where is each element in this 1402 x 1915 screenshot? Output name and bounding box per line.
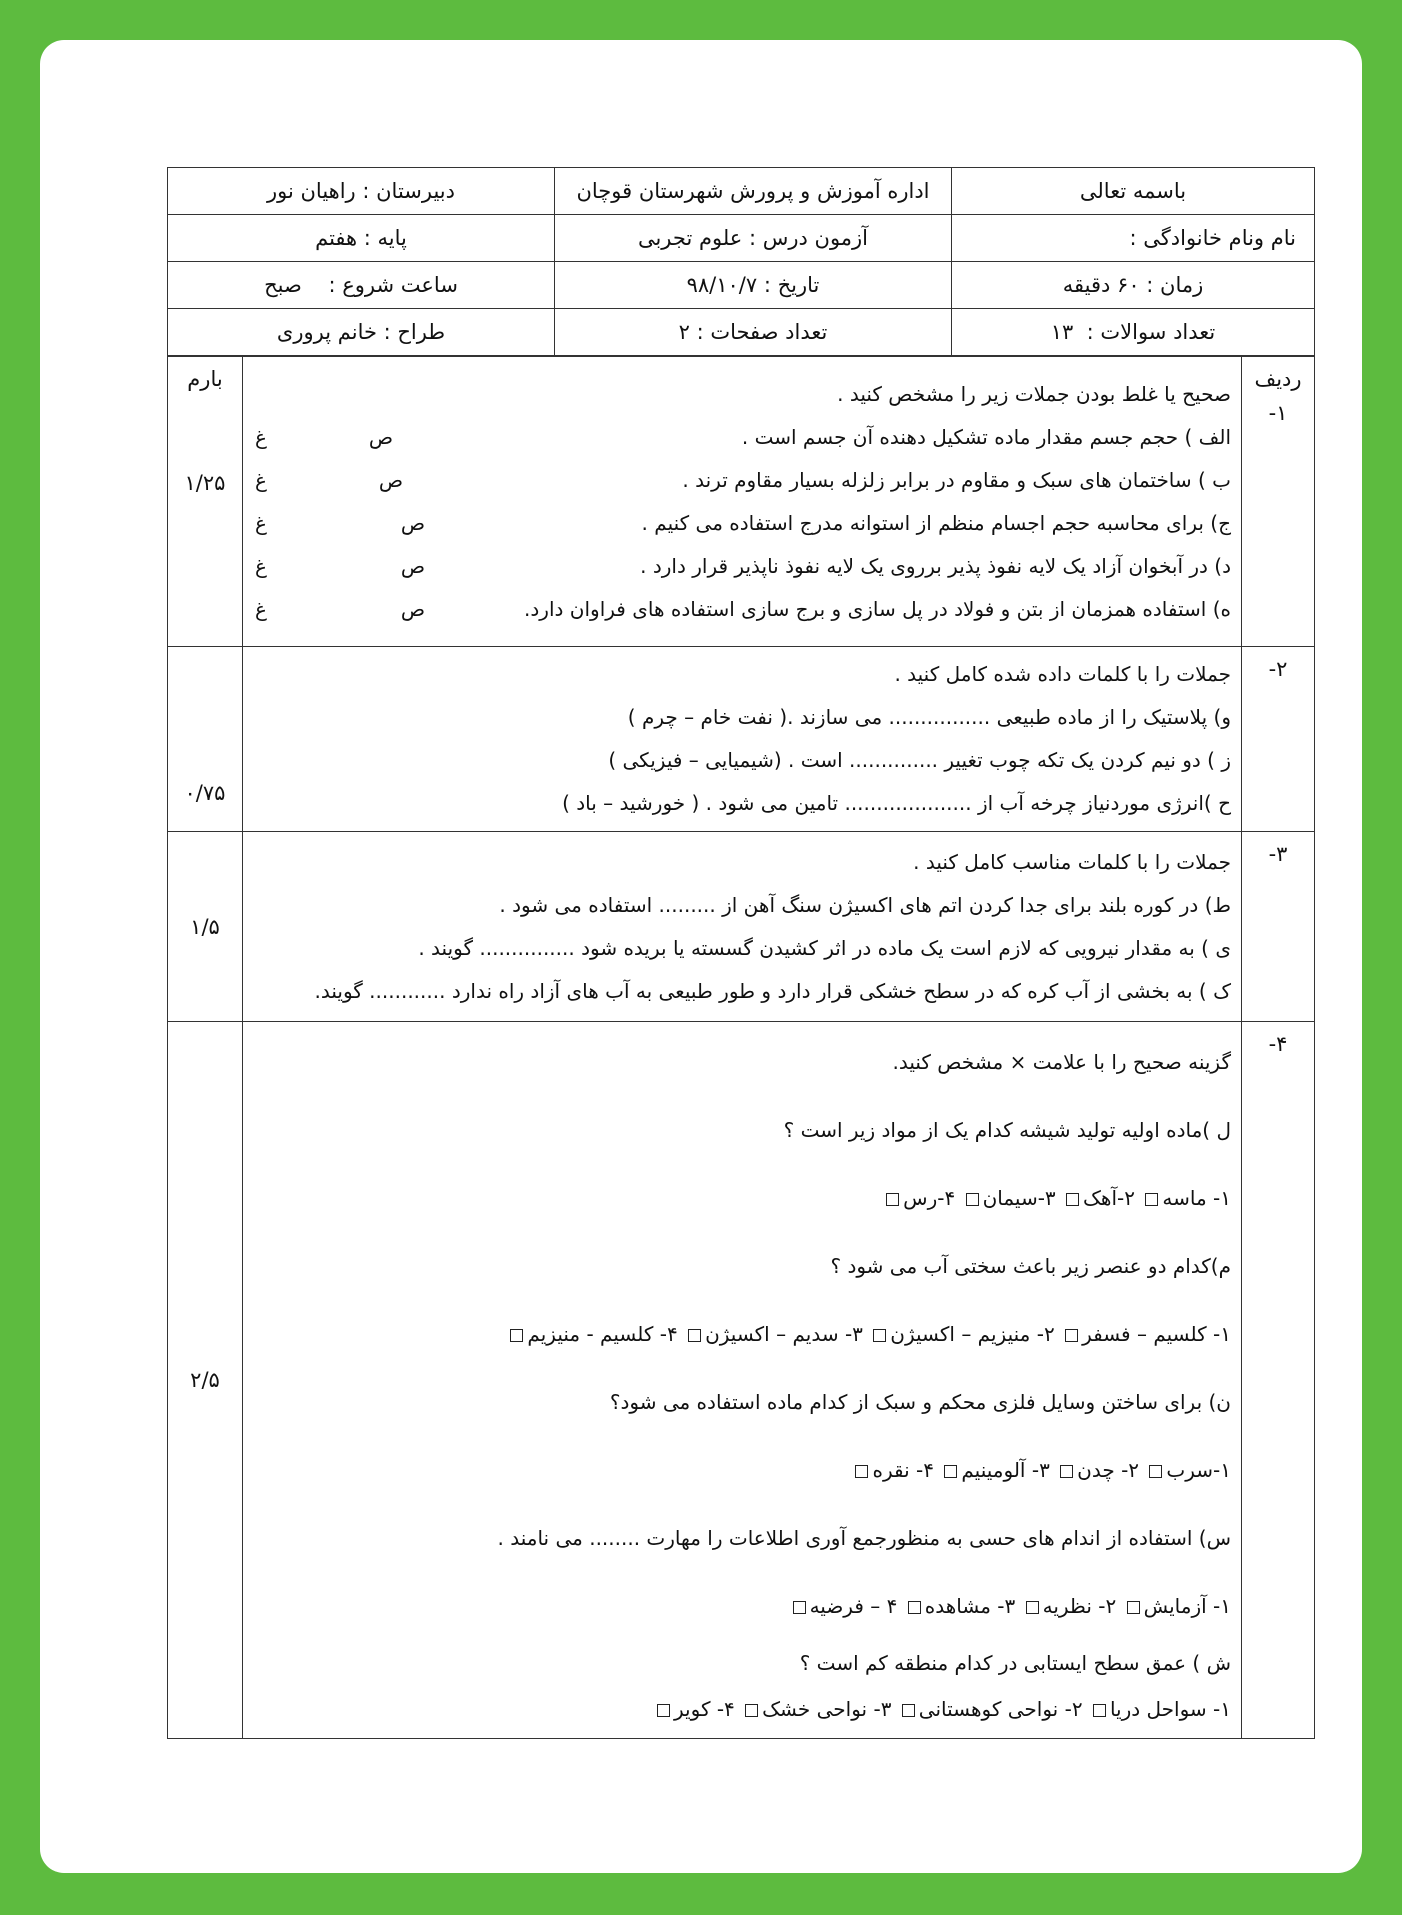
checkbox-icon[interactable] xyxy=(873,1329,886,1342)
q2-number: ۲- xyxy=(1268,657,1288,681)
q3-number-cell xyxy=(1242,832,1315,1022)
q4-options xyxy=(253,1436,1231,1504)
option-label: ۳- سدیم – اکسیژن xyxy=(705,1322,863,1346)
q1-item-text: ب ) ساختمان های سبک و مقاوم در برابر زلزله بسیار مقاوم ترند . xyxy=(682,467,1231,492)
q4-question: ن) برای ساختن وسایل فلزی محکم و سبک از کدام ماده استفاده می شود؟ xyxy=(609,1390,1231,1414)
header-subject: آزمون درس : علوم تجربی xyxy=(555,215,952,262)
q2-score: ۰/۷۵ xyxy=(168,647,243,832)
header-table xyxy=(167,167,1315,356)
checkbox-icon[interactable] xyxy=(1026,1601,1039,1614)
checkbox-icon[interactable] xyxy=(1065,1329,1078,1342)
q4-question: س) استفاده از اندام های حسی به منظورجمع آوری اطلاعات را مهارت ........ می نامند . xyxy=(497,1526,1231,1550)
false-option[interactable]: غ xyxy=(255,596,267,621)
header-start-time: ساعت شروع : صبح xyxy=(168,262,555,309)
true-option[interactable]: ص xyxy=(400,510,425,535)
page-card xyxy=(40,40,1362,1873)
checkbox-icon[interactable] xyxy=(510,1329,523,1342)
option-label: ۴-رس xyxy=(903,1186,956,1210)
q3-item[interactable]: ک ) به بخشی از آب کره که در سطح خشکی قرار دارد و طور طبیعی به آب های آزاد راه ندارد ............ گویند. xyxy=(314,978,1231,1003)
q1-number-cell xyxy=(1242,357,1315,647)
q4-options xyxy=(253,1164,1231,1232)
checkbox-icon[interactable] xyxy=(1145,1193,1158,1206)
q4-question: ل )ماده اولیه تولید شیشه کدام یک از مواد زیر است ؟ xyxy=(783,1118,1231,1142)
option-label: ۴- کلسیم - منیزیم xyxy=(527,1322,678,1346)
header-bismillah: باسمه تعالی xyxy=(952,168,1315,215)
checkbox-icon[interactable] xyxy=(855,1465,868,1478)
header-school: دبیرستان : راهیان نور xyxy=(168,168,555,215)
true-option[interactable]: ص xyxy=(400,553,425,578)
q4-number: ۴- xyxy=(1268,1032,1288,1056)
checkbox-icon[interactable] xyxy=(902,1704,915,1717)
header-page-count: تعداد صفحات : ۲ xyxy=(555,309,952,356)
option-label: ۲-آهک xyxy=(1083,1186,1136,1210)
q1-item-text: الف ) حجم جسم مقدار ماده تشکیل دهنده آن جسم است . xyxy=(741,424,1231,449)
checkbox-icon[interactable] xyxy=(745,1704,758,1717)
option-label: ۱- ماسه xyxy=(1162,1186,1231,1210)
q4-options xyxy=(253,1300,1231,1368)
true-option[interactable]: ص xyxy=(368,424,393,449)
header-date: تاریخ : ۹۸/۱۰/۷ xyxy=(555,262,952,309)
checkbox-icon[interactable] xyxy=(1066,1193,1079,1206)
q2-number-cell xyxy=(1242,647,1315,832)
option-label: ۴- نقره xyxy=(872,1458,935,1482)
header-office: اداره آموزش و پرورش شهرستان قوچان xyxy=(555,168,952,215)
checkbox-icon[interactable] xyxy=(886,1193,899,1206)
q4-question: ش ) عمق سطح ایستابی در کدام منطقه کم است ؟ xyxy=(799,1651,1231,1675)
false-option[interactable]: غ xyxy=(255,510,267,535)
checkbox-icon[interactable] xyxy=(966,1193,979,1206)
q2-body xyxy=(243,647,1242,832)
option-label: ۲- نواحی کوهستانی xyxy=(918,1697,1083,1721)
q4-score: ۲/۵ xyxy=(168,1022,243,1739)
checkbox-icon[interactable] xyxy=(1060,1465,1073,1478)
q1-item xyxy=(253,416,1231,459)
exam-sheet xyxy=(167,167,1315,1739)
option-label: ۲- منیزیم – اکسیژن xyxy=(890,1322,1055,1346)
option-label: ۲- نظریه xyxy=(1042,1594,1117,1618)
q3-body xyxy=(243,832,1242,1022)
checkbox-icon[interactable] xyxy=(1093,1704,1106,1717)
q1-item-text: د) در آبخوان آزاد یک لایه نفوذ پذیر برروی یک لایه نفوذ ناپذیر قرار دارد . xyxy=(640,553,1231,578)
q1-body xyxy=(243,357,1242,647)
checkbox-icon[interactable] xyxy=(1149,1465,1162,1478)
checkbox-icon[interactable] xyxy=(688,1329,701,1342)
q3-number: ۳- xyxy=(1268,842,1288,866)
q1-score-cell xyxy=(168,357,243,647)
checkbox-icon[interactable] xyxy=(793,1601,806,1614)
false-option[interactable]: غ xyxy=(255,467,267,492)
q1-title: صحیح یا غلط بودن جملات زیر را مشخص کنید . xyxy=(837,381,1231,406)
option-label: ۱-سرب xyxy=(1166,1458,1231,1482)
score-column-label: بارم xyxy=(187,367,223,391)
false-option[interactable]: غ xyxy=(255,424,267,449)
header-duration: زمان : ۶۰ دقیقه xyxy=(952,262,1315,309)
header-question-count: تعداد سوالات : ۱۳ xyxy=(952,309,1315,356)
option-label: ۳- آلومینیم xyxy=(961,1458,1050,1482)
q2-item[interactable]: ح )انرژی موردنیاز چرخه آب از .................... تامین می شود . ( خورشید – باد ) xyxy=(562,791,1231,815)
q4-title: گزینه صحیح را با علامت × مشخص کنید. xyxy=(892,1050,1231,1074)
q4-number-cell xyxy=(1242,1022,1315,1739)
q4-body xyxy=(243,1022,1242,1739)
option-label: ۱- کلسیم – فسفر xyxy=(1082,1322,1231,1346)
true-option[interactable]: ص xyxy=(378,467,403,492)
header-grade: پایه : هفتم xyxy=(168,215,555,262)
option-label: ۴- کویر xyxy=(674,1697,735,1721)
q1-item xyxy=(253,502,1231,545)
option-label: ۲- چدن xyxy=(1077,1458,1140,1482)
q2-item[interactable]: ز ) دو نیم کردن یک تکه چوب تغییر .............. است . (شیمیایی – فیزیکی ) xyxy=(608,748,1231,772)
option-label: ۱- سواحل دریا xyxy=(1109,1697,1231,1721)
q4-options xyxy=(253,1686,1231,1732)
q2-title: جملات را با کلمات داده شده کامل کنید . xyxy=(894,662,1231,686)
q3-item[interactable]: ی ) به مقدار نیرویی که لازم است یک ماده در اثر کشیدن گسسته یا بریده شود ............... گویند . xyxy=(418,935,1231,960)
q1-score: ۱/۲۵ xyxy=(184,471,226,495)
checkbox-icon[interactable] xyxy=(908,1601,921,1614)
true-option[interactable]: ص xyxy=(400,596,425,621)
checkbox-icon[interactable] xyxy=(1127,1601,1140,1614)
q1-item xyxy=(253,545,1231,588)
option-label: ۳- نواحی خشک xyxy=(762,1697,892,1721)
header-name-field[interactable]: نام ونام خانوادگی : xyxy=(952,215,1315,262)
row-column-label: ردیف xyxy=(1254,367,1302,391)
q4-options xyxy=(253,1572,1231,1640)
q1-item xyxy=(253,459,1231,502)
q3-item[interactable]: ط) در کوره بلند برای جدا کردن اتم های اکسیژن سنگ آهن از ......... استفاده می شود . xyxy=(499,892,1231,917)
checkbox-icon[interactable] xyxy=(657,1704,670,1717)
option-label: ۳-سیمان xyxy=(982,1186,1056,1210)
q2-item[interactable]: و) پلاستیک را از ماده طبیعی ................ می سازند .( نفت خام – چرم ) xyxy=(627,705,1231,729)
q1-item-text: ج) برای محاسبه حجم اجسام منظم از استوانه مدرج استفاده می کنیم . xyxy=(641,510,1231,535)
q3-title: جملات را با کلمات مناسب کامل کنید . xyxy=(913,849,1231,874)
header-designer: طراح : خانم پروری xyxy=(168,309,555,356)
checkbox-icon[interactable] xyxy=(944,1465,957,1478)
option-label: ۳- مشاهده xyxy=(924,1594,1016,1618)
q1-item xyxy=(253,588,1231,631)
option-label: ۴ – فرضیه xyxy=(809,1594,898,1618)
q1-item-text: ه) استفاده همزمان از بتن و فولاد در پل سازی و برج سازی استفاده های فراوان دارد. xyxy=(524,596,1231,621)
option-label: ۱- آزمایش xyxy=(1143,1594,1231,1618)
false-option[interactable]: غ xyxy=(255,553,267,578)
q3-score: ۱/۵ xyxy=(168,832,243,1022)
q4-question: م)کدام دو عنصر زیر باعث سختی آب می شود ؟ xyxy=(830,1254,1231,1278)
questions-table xyxy=(167,356,1315,1739)
q1-number: ۱- xyxy=(1268,401,1288,425)
